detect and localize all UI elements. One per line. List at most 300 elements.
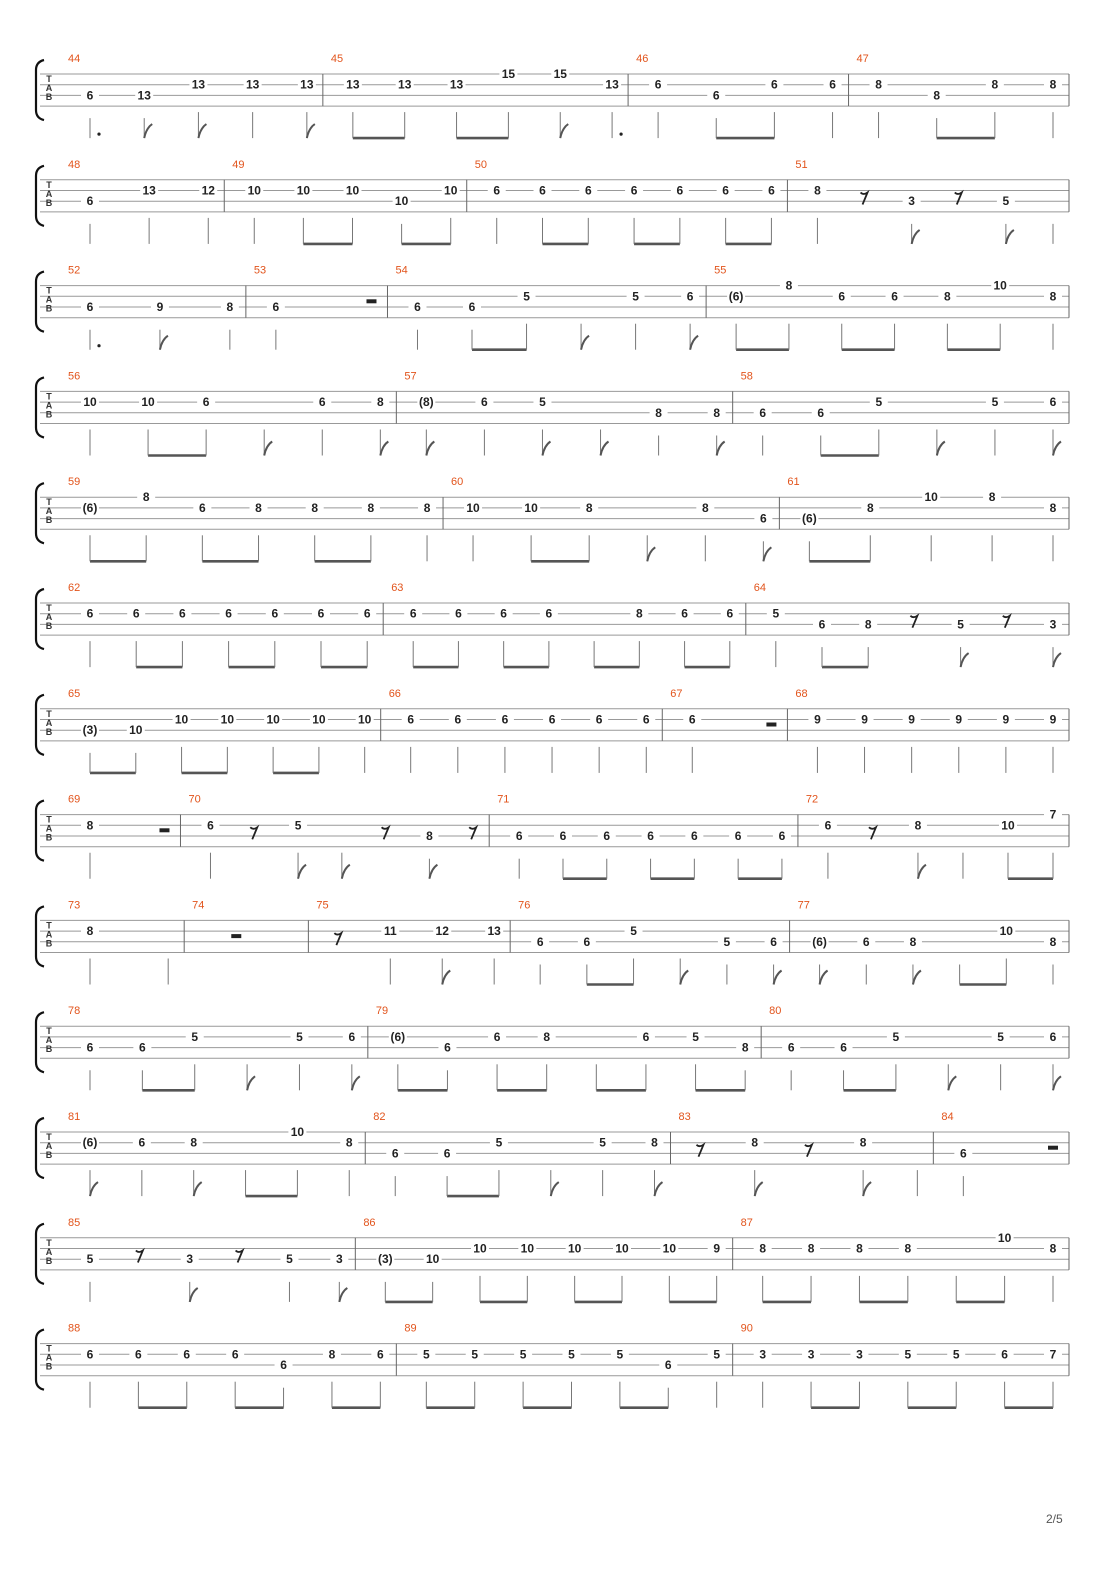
- tab-clef-letter: T: [46, 1132, 52, 1142]
- note-flag: [198, 124, 206, 138]
- fret-number: 6: [271, 606, 279, 621]
- fret-number: 6: [630, 183, 638, 198]
- tab-clef-letter: A: [45, 1352, 53, 1363]
- note-flag: [948, 1076, 956, 1090]
- note-flag: [755, 1182, 763, 1196]
- fret-number: 6: [455, 606, 462, 621]
- fret-number: 9: [156, 300, 164, 314]
- fret-number: 13: [487, 924, 501, 939]
- half-rest: [766, 723, 776, 727]
- fret-number: 6: [681, 606, 688, 621]
- system-bracket: [36, 801, 44, 861]
- note-flag: [581, 336, 589, 350]
- fret-number: 13: [300, 77, 314, 92]
- measure-number: 73: [68, 899, 81, 912]
- note-flag: [339, 1288, 347, 1302]
- fret-number: 5: [892, 1029, 900, 1044]
- tab-clef-letter: A: [45, 717, 53, 728]
- fret-number: 10: [83, 395, 97, 410]
- fret-number: 10: [174, 712, 189, 727]
- measure-number: 59: [68, 476, 81, 489]
- measure-number: 69: [68, 793, 81, 806]
- fret-number: 8: [423, 500, 431, 515]
- fret-number: 8: [86, 924, 94, 939]
- tab-system: [36, 370, 1069, 455]
- measure-number: 86: [363, 1216, 376, 1229]
- fret-number: 6: [500, 606, 507, 621]
- tab-clef-letter: A: [45, 83, 53, 93]
- note-flag: [442, 971, 450, 985]
- measure-number: 61: [787, 476, 800, 489]
- fret-number: 9: [861, 712, 868, 727]
- fret-number: 6: [183, 1347, 191, 1362]
- tab-clef-letter: T: [46, 603, 52, 613]
- fret-number: 8: [1049, 500, 1057, 515]
- tab-clef-letter: B: [45, 1044, 53, 1055]
- note-flag: [820, 971, 828, 985]
- measure-number: 47: [856, 53, 869, 65]
- system-bracket: [36, 695, 44, 755]
- fret-number: 6: [363, 606, 371, 621]
- eighth-rest: [136, 1251, 143, 1263]
- measure-number: 81: [68, 1111, 81, 1123]
- measure-number: 48: [68, 158, 81, 171]
- fret-number: 8: [311, 500, 319, 515]
- fret-number: 8: [86, 818, 94, 833]
- half-rest: [1048, 1146, 1058, 1150]
- fret-number: 10: [220, 712, 235, 727]
- tab-system: [36, 53, 1069, 138]
- fret-number: 6: [280, 1358, 287, 1372]
- fret-number: 3: [908, 194, 915, 209]
- fret-number: 8: [655, 405, 662, 420]
- fret-number: 6: [348, 1029, 356, 1044]
- fret-number: 6: [444, 1040, 451, 1055]
- measure-number: 51: [795, 158, 808, 171]
- fret-number: 6: [501, 712, 509, 727]
- measure-number: 85: [68, 1216, 81, 1229]
- fret-number: 10: [358, 712, 372, 727]
- fret-number: 10: [615, 1241, 629, 1256]
- tab-system: [36, 476, 1069, 561]
- fret-number: 6: [86, 1347, 94, 1362]
- fret-number: 6: [603, 829, 611, 843]
- fret-number: 8: [933, 88, 941, 103]
- fret-number: 6: [584, 183, 592, 198]
- fret-number: 6: [515, 829, 523, 843]
- fret-number: 13: [245, 77, 260, 92]
- fret-number: 6: [676, 183, 684, 198]
- tab-clef-letter: A: [45, 294, 53, 305]
- fret-number: 6: [481, 395, 488, 410]
- system-bracket: [36, 589, 44, 649]
- fret-number: 6: [664, 1358, 672, 1372]
- fret-number: 5: [630, 924, 637, 939]
- fret-number: 6: [583, 934, 591, 949]
- tab-clef-letter: A: [45, 400, 53, 411]
- fret-number: 5: [1002, 194, 1010, 209]
- tab-system: [36, 688, 1069, 773]
- system-bracket: [36, 377, 44, 437]
- tab-clef-letter: T: [46, 814, 52, 825]
- note-flag: [542, 442, 550, 456]
- tab-clef-letter: A: [45, 1035, 53, 1046]
- tab-clef-letter: T: [46, 1343, 52, 1354]
- tab-clef-letter: B: [45, 1361, 53, 1372]
- fret-number: 13: [142, 183, 156, 198]
- fret-number: 8: [1049, 77, 1057, 92]
- fret-number: 6: [787, 1040, 795, 1055]
- fret-number: 15: [501, 67, 516, 81]
- fret-number: 6: [135, 1347, 142, 1362]
- fret-number: 15: [553, 67, 567, 81]
- tab-clef-letter: T: [46, 391, 52, 402]
- fret-number: 6: [86, 88, 94, 103]
- fret-number: 10: [997, 1230, 1012, 1245]
- fret-number: 8: [328, 1347, 336, 1362]
- fret-number: 10: [312, 712, 326, 727]
- fret-number: 10: [924, 490, 938, 505]
- note-flag: [560, 124, 568, 138]
- measure-number: 64: [753, 582, 767, 594]
- fret-number: 5: [991, 395, 999, 410]
- fret-number: 8: [991, 77, 999, 92]
- fret-number: 6: [654, 77, 662, 92]
- fret-number: 8: [376, 395, 384, 410]
- eighth-rest: [861, 193, 868, 205]
- note-flag: [912, 230, 920, 244]
- fret-number: 3: [335, 1252, 343, 1267]
- fret-number: 10: [266, 712, 280, 727]
- note-flag: [190, 1288, 198, 1302]
- fret-number: 8: [1049, 1241, 1057, 1256]
- fret-number: 6: [231, 1347, 239, 1362]
- fret-number: 5: [495, 1135, 503, 1150]
- fret-number: 6: [138, 1135, 146, 1150]
- fret-number: 13: [191, 77, 206, 92]
- measure-number: 83: [678, 1111, 691, 1123]
- measure-number: 63: [391, 582, 404, 594]
- fret-number: 6: [139, 1040, 146, 1055]
- fret-number: 6: [376, 1347, 384, 1362]
- measure-number: 58: [740, 370, 753, 383]
- eighth-rest: [910, 616, 917, 628]
- note-flag: [717, 442, 725, 456]
- fret-number: 6: [493, 1029, 501, 1044]
- note-flag: [937, 442, 945, 456]
- measure-number: 50: [474, 158, 487, 171]
- fret-number: 5: [191, 1029, 199, 1044]
- eighth-rest: [955, 193, 962, 205]
- fret-number: 6: [722, 183, 729, 198]
- measure-number: 68: [795, 687, 808, 700]
- fret-number: 8: [543, 1029, 551, 1044]
- fret-number: 8: [1049, 934, 1057, 949]
- half-rest: [159, 828, 169, 832]
- note-flag: [961, 653, 969, 667]
- system-bracket: [36, 1012, 44, 1072]
- fret-number: 8: [988, 490, 996, 505]
- fret-number: 6: [317, 606, 325, 621]
- fret-number: 6: [759, 405, 767, 420]
- note-flag: [863, 1182, 871, 1196]
- fret-number: 5: [997, 1029, 1004, 1044]
- measure-number: 75: [316, 899, 329, 912]
- fret-number: 10: [999, 924, 1013, 939]
- measure-number: 87: [740, 1216, 753, 1229]
- fret-number: 8: [713, 405, 721, 420]
- fret-number: 9: [814, 712, 821, 727]
- note-flag: [1053, 442, 1061, 456]
- fret-number: 6: [891, 289, 898, 304]
- fret-number: 8: [909, 934, 917, 949]
- measure-number: 74: [192, 899, 205, 912]
- fret-number: 6: [199, 500, 206, 515]
- fret-number: 6: [838, 289, 846, 304]
- tab-clef-letter: A: [45, 1246, 53, 1257]
- note-flag: [264, 442, 272, 456]
- fret-number: 8: [751, 1135, 759, 1150]
- fret-number: (6): [390, 1029, 406, 1044]
- fret-number: 8: [701, 500, 709, 515]
- measure-number: 66: [388, 687, 401, 700]
- fret-number: 8: [345, 1135, 353, 1150]
- note-flag: [90, 1182, 98, 1196]
- eighth-rest: [469, 827, 476, 839]
- fret-number: 8: [651, 1135, 658, 1150]
- note-flag: [680, 971, 688, 985]
- fret-number: 8: [741, 1040, 749, 1055]
- fret-number: 5: [713, 1347, 721, 1362]
- tab-clef-letter: B: [45, 92, 53, 102]
- eighth-rest: [696, 1145, 703, 1157]
- fret-number: 6: [454, 712, 462, 727]
- fret-number: 6: [272, 300, 280, 314]
- fret-number: 5: [692, 1029, 699, 1044]
- fret-number: 13: [137, 88, 151, 103]
- fret-number: 6: [493, 183, 501, 198]
- fret-number: 6: [468, 300, 476, 314]
- fret-number: 6: [817, 405, 825, 420]
- fret-number: 6: [768, 183, 775, 198]
- page-number: 2/5: [1046, 1512, 1063, 1526]
- fret-number: 6: [86, 1040, 94, 1055]
- measure-number: 52: [68, 264, 81, 277]
- eighth-rest: [236, 1251, 243, 1263]
- system-bracket: [36, 166, 44, 226]
- fret-number: 10: [247, 183, 261, 198]
- measure-number: 71: [497, 793, 510, 806]
- fret-number: 5: [86, 1252, 94, 1267]
- fret-number: 5: [568, 1347, 575, 1362]
- tab-clef-letter: T: [46, 285, 52, 296]
- fret-number: 6: [647, 829, 654, 843]
- fret-number: 10: [524, 500, 538, 515]
- fret-number: 10: [290, 1125, 305, 1139]
- fret-number: 9: [713, 1241, 721, 1256]
- fret-number: 6: [539, 183, 546, 198]
- system-bracket: [36, 1330, 44, 1390]
- tab-clef-letter: B: [45, 726, 53, 737]
- fret-number: 10: [141, 395, 155, 410]
- fret-number: (8): [418, 395, 434, 410]
- measure-number: 46: [636, 53, 649, 65]
- note-flag: [690, 336, 698, 350]
- fret-number: 6: [712, 88, 720, 103]
- tab-clef-letter: T: [46, 1237, 52, 1248]
- eighth-rest: [250, 827, 257, 839]
- fret-number: 13: [449, 77, 464, 92]
- fret-number: 8: [875, 77, 882, 92]
- tab-clef-letter: T: [46, 920, 52, 931]
- note-flag: [1006, 230, 1014, 244]
- dotted-note-dot: [97, 344, 100, 347]
- fret-number: 6: [414, 300, 421, 314]
- fret-number: 6: [770, 934, 777, 949]
- measure-number: 88: [68, 1322, 81, 1335]
- measure-number: 57: [404, 370, 417, 383]
- fret-number: 10: [129, 723, 143, 738]
- eighth-rest: [869, 827, 876, 839]
- tab-clef-letter: B: [45, 303, 53, 314]
- eighth-rest: [1003, 616, 1010, 628]
- fret-number: 12: [435, 924, 449, 939]
- tab-clef-letter: A: [45, 823, 53, 834]
- note-flag: [352, 1076, 360, 1090]
- tab-clef-letter: B: [45, 197, 53, 208]
- tab-system: [36, 1323, 1069, 1408]
- fret-number: 5: [296, 1029, 303, 1044]
- note-flag: [774, 971, 782, 985]
- system-bracket: [36, 60, 44, 120]
- fret-number: 8: [367, 500, 375, 515]
- tab-clef-letter: B: [45, 1150, 53, 1160]
- fret-number: 8: [255, 500, 262, 515]
- tab-clef-letter: T: [46, 74, 52, 84]
- fret-number: 5: [286, 1252, 293, 1267]
- fret-number: 9: [955, 712, 963, 727]
- fret-number: 7: [1049, 1347, 1057, 1362]
- fret-number: 6: [829, 77, 836, 92]
- fret-number: 6: [862, 934, 870, 949]
- fret-number: 6: [642, 712, 650, 727]
- fret-number: 5: [539, 395, 546, 410]
- fret-number: 6: [548, 712, 556, 727]
- fret-number: 8: [636, 606, 643, 621]
- note-flag: [380, 442, 388, 456]
- fret-number: 6: [642, 1029, 650, 1044]
- fret-number: 5: [875, 395, 883, 410]
- tab-system: [36, 265, 1069, 350]
- fret-number: 10: [296, 183, 311, 198]
- tab-clef-letter: A: [45, 188, 53, 199]
- fret-number: 6: [734, 829, 742, 843]
- fret-number: 6: [1049, 1029, 1057, 1044]
- note-flag: [144, 124, 152, 138]
- fret-number: 8: [864, 617, 872, 632]
- fret-number: 10: [520, 1241, 535, 1256]
- system-bracket: [36, 1118, 44, 1178]
- tab-clef-letter: T: [46, 179, 52, 190]
- fret-number: 6: [840, 1040, 847, 1055]
- tab-clef-letter: B: [45, 621, 53, 631]
- measure-number: 82: [373, 1111, 386, 1123]
- tab-system: [36, 1005, 1069, 1090]
- fret-number: 5: [723, 934, 731, 949]
- measure-number: 77: [797, 899, 810, 912]
- measure-number: 76: [518, 899, 531, 912]
- fret-number: 6: [391, 1146, 399, 1161]
- fret-number: 5: [519, 1347, 527, 1362]
- fret-number: (6): [812, 934, 827, 949]
- note-flag: [601, 442, 609, 456]
- fret-number: 6: [760, 511, 767, 526]
- tab-clef-letter: B: [45, 409, 53, 420]
- tab-clef-letter: B: [45, 938, 53, 949]
- fret-number: 6: [1049, 395, 1057, 410]
- fret-number: 8: [914, 818, 922, 833]
- note-flag: [654, 1182, 662, 1196]
- fret-number: 6: [545, 606, 553, 621]
- fret-number: 5: [294, 818, 302, 833]
- measure-number: 78: [68, 1005, 81, 1018]
- fret-number: 6: [688, 712, 696, 727]
- fret-number: 8: [190, 1135, 198, 1150]
- fret-number: 6: [1001, 1347, 1008, 1362]
- measure-number: 60: [451, 476, 464, 489]
- fret-number: 9: [1049, 712, 1057, 727]
- fret-number: 8: [426, 829, 433, 843]
- fret-number: 5: [523, 289, 530, 304]
- fret-number: 8: [814, 183, 821, 198]
- fret-number: 10: [394, 194, 409, 209]
- note-flag: [307, 124, 315, 138]
- fret-number: 8: [866, 500, 874, 515]
- system-bracket: [36, 1224, 44, 1284]
- fret-number: (6): [802, 511, 817, 526]
- fret-number: 6: [726, 606, 734, 621]
- tab-system: [36, 1217, 1069, 1302]
- measure-number: 80: [769, 1005, 782, 1018]
- tab-system: [36, 899, 1069, 984]
- fret-number: 6: [225, 606, 232, 621]
- fret-number: 6: [407, 712, 415, 727]
- system-bracket: [36, 483, 44, 543]
- fret-number: 8: [785, 278, 793, 293]
- tab-clef-letter: A: [45, 929, 53, 940]
- dotted-note-dot: [619, 133, 622, 136]
- fret-number: 10: [1001, 818, 1015, 833]
- note-flag: [913, 971, 921, 985]
- fret-number: 6: [86, 606, 94, 621]
- fret-number: 5: [471, 1347, 479, 1362]
- measure-number: 84: [941, 1111, 954, 1123]
- measure-number: 62: [68, 582, 81, 594]
- fret-number: 6: [207, 818, 214, 833]
- system-bracket: [36, 272, 44, 332]
- measure-number: 56: [68, 370, 81, 383]
- fret-number: 9: [1002, 712, 1010, 727]
- fret-number: 3: [759, 1347, 767, 1362]
- measure-number: 72: [805, 793, 819, 806]
- fret-number: 6: [771, 77, 778, 92]
- note-flag: [551, 1182, 559, 1196]
- tab-clef-letter: A: [45, 612, 53, 622]
- fret-number: 3: [1049, 617, 1057, 632]
- fret-number: 13: [346, 77, 360, 92]
- measure-number: 79: [375, 1005, 389, 1018]
- fret-number: 10: [662, 1241, 677, 1256]
